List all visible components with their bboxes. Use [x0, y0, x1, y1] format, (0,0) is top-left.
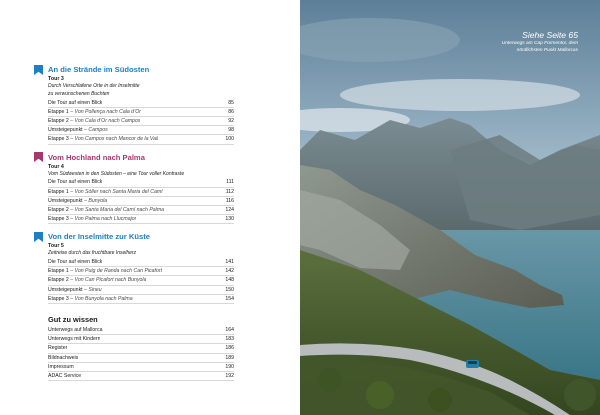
entry-label: Etappe 2 [48, 117, 69, 124]
entry-label: Bildnachweis [48, 354, 79, 361]
toc-entry[interactable] [48, 354, 234, 363]
entry-label: Etappe 1 [48, 188, 69, 195]
entry-route: – Von Cala d’Or nach Campos [70, 117, 141, 124]
toc-entry[interactable] [48, 126, 234, 135]
bookmark-icon [34, 232, 43, 242]
entry-label: Etappe 2 [48, 206, 69, 213]
page-number: 192 [225, 372, 234, 379]
page-number: 124 [225, 206, 234, 213]
coastal-landscape-photo [300, 0, 600, 415]
toc-entry[interactable] [48, 326, 234, 335]
page-number: 130 [225, 216, 234, 223]
entry-label: Etappe 3 [48, 295, 69, 302]
entry-route: – Sineu [84, 286, 102, 293]
entry-route: – Von Palma nach Llucmajor [70, 216, 137, 223]
page-number: 186 [225, 345, 234, 352]
toc-entry[interactable] [48, 372, 234, 381]
toc-entry[interactable] [48, 335, 234, 344]
section-title: Von der Inselmitte zur Küste [48, 232, 150, 242]
entry-label: Register [48, 345, 68, 352]
section-title: Gut zu wissen [48, 315, 98, 324]
tour-number: Tour 3 [48, 76, 64, 82]
page-number: 189 [225, 354, 234, 361]
toc-entry[interactable] [48, 295, 234, 304]
page-number: 141 [225, 259, 234, 266]
photo-caption [460, 30, 578, 54]
toc-entry[interactable] [48, 117, 234, 126]
tour-description: Vom Südwesten in den Südosten – eine Tour voller Kontraste [48, 170, 185, 177]
entry-route: – Von Campos nach Mancor de la Vall [70, 136, 159, 143]
entry-route: – Campos [84, 127, 108, 134]
toc-entry[interactable] [48, 276, 234, 285]
toc-entry[interactable] [48, 206, 234, 215]
entry-route: – Von Puig de Randa nach Can Picafort [70, 268, 163, 275]
photo-page [300, 0, 600, 415]
toc-entry[interactable] [48, 363, 234, 372]
caption-title: Siehe Seite 65 [522, 30, 578, 40]
page-number: 92 [228, 117, 234, 124]
entry-label: Die Tour auf einen Blick [48, 259, 103, 266]
page-number: 111 [226, 179, 234, 186]
entry-route: – Von Bunyola nach Palma [70, 295, 133, 302]
entry-label: Etappe 3 [48, 216, 69, 223]
toc-entry[interactable] [48, 344, 234, 353]
section-heading [34, 231, 234, 242]
page-number: 154 [225, 295, 234, 302]
toc-entry[interactable] [48, 178, 234, 187]
section-title: An die Strände im Südosten [48, 65, 150, 74]
page-number: 98 [228, 127, 234, 134]
page-number: 183 [225, 336, 234, 343]
entry-label: Die Tour auf einen Blick [48, 99, 103, 106]
gut-zu-wissen-section [48, 314, 234, 381]
entry-label: Umsteigepunkt [48, 127, 83, 134]
bookmark-icon [34, 152, 43, 162]
page-number: 86 [228, 108, 234, 115]
page-number: 190 [225, 363, 234, 370]
page-number: 148 [225, 277, 234, 284]
toc-section [48, 64, 234, 145]
entry-route: – Von Sóller nach Santa Maria del Camí [70, 188, 163, 195]
entry-label: Etappe 2 [48, 277, 69, 284]
table-of-contents [48, 64, 234, 381]
tour-description: Zeitreise durch das fruchtbare Inselherz [48, 250, 137, 257]
entry-label: Etappe 3 [48, 136, 69, 143]
caption-text: nördlichsten Punkt Mallorcas [516, 47, 578, 53]
bookmark-icon [34, 65, 43, 75]
entry-label: Impressum [48, 363, 74, 370]
section-title: Vom Hochland nach Palma [48, 152, 145, 162]
entry-route: – Von Pollença nach Cala d’Or [70, 108, 141, 115]
entry-label: Etappe 1 [48, 268, 69, 275]
page-number: 100 [225, 136, 234, 143]
entry-label: Umsteigepunkt [48, 197, 83, 204]
tour-description: Durch Verschlafene Orte in der Inselmitte [48, 83, 140, 89]
tour-number: Tour 4 [48, 163, 64, 170]
page-number: 142 [225, 268, 234, 275]
toc-entry[interactable] [48, 258, 234, 267]
toc-entry[interactable] [48, 197, 234, 206]
entry-route: – Von Can Picafort nach Bunyola [70, 277, 147, 284]
page-number: 150 [225, 286, 234, 293]
toc-entry[interactable] [48, 286, 234, 295]
page-number: 164 [225, 327, 234, 333]
page-number: 112 [225, 188, 234, 195]
entry-route: – Von Santa Maria del Camí nach Palma [70, 206, 165, 213]
tour-number: Tour 5 [48, 243, 64, 250]
entry-label: Die Tour auf einen Blick [48, 179, 103, 186]
entry-label: Unterwegs auf Mallorca [48, 327, 103, 333]
page-number: 85 [228, 99, 234, 106]
section-heading [34, 152, 234, 163]
tour-description: zu verwunschenen Buchten [48, 90, 110, 97]
toc-entry[interactable] [48, 188, 234, 197]
toc-entry[interactable] [48, 215, 234, 224]
entry-route: – Bunyola [84, 197, 108, 204]
entry-label: ADAC Service [48, 372, 82, 379]
entry-label: Umsteigepunkt [48, 286, 83, 293]
section-heading [34, 64, 234, 75]
toc-entry[interactable] [48, 267, 234, 276]
toc-entry[interactable] [48, 99, 234, 108]
toc-section [48, 231, 234, 304]
caption-text: Unterwegs am Cap Formentor, dem [501, 41, 578, 46]
toc-entry[interactable] [48, 108, 234, 117]
page-number: 116 [225, 197, 234, 204]
toc-entry[interactable] [48, 135, 234, 144]
toc-section [48, 152, 234, 225]
entry-label: Etappe 1 [48, 108, 69, 115]
entry-label: Unterwegs mit Kindern [48, 336, 101, 343]
